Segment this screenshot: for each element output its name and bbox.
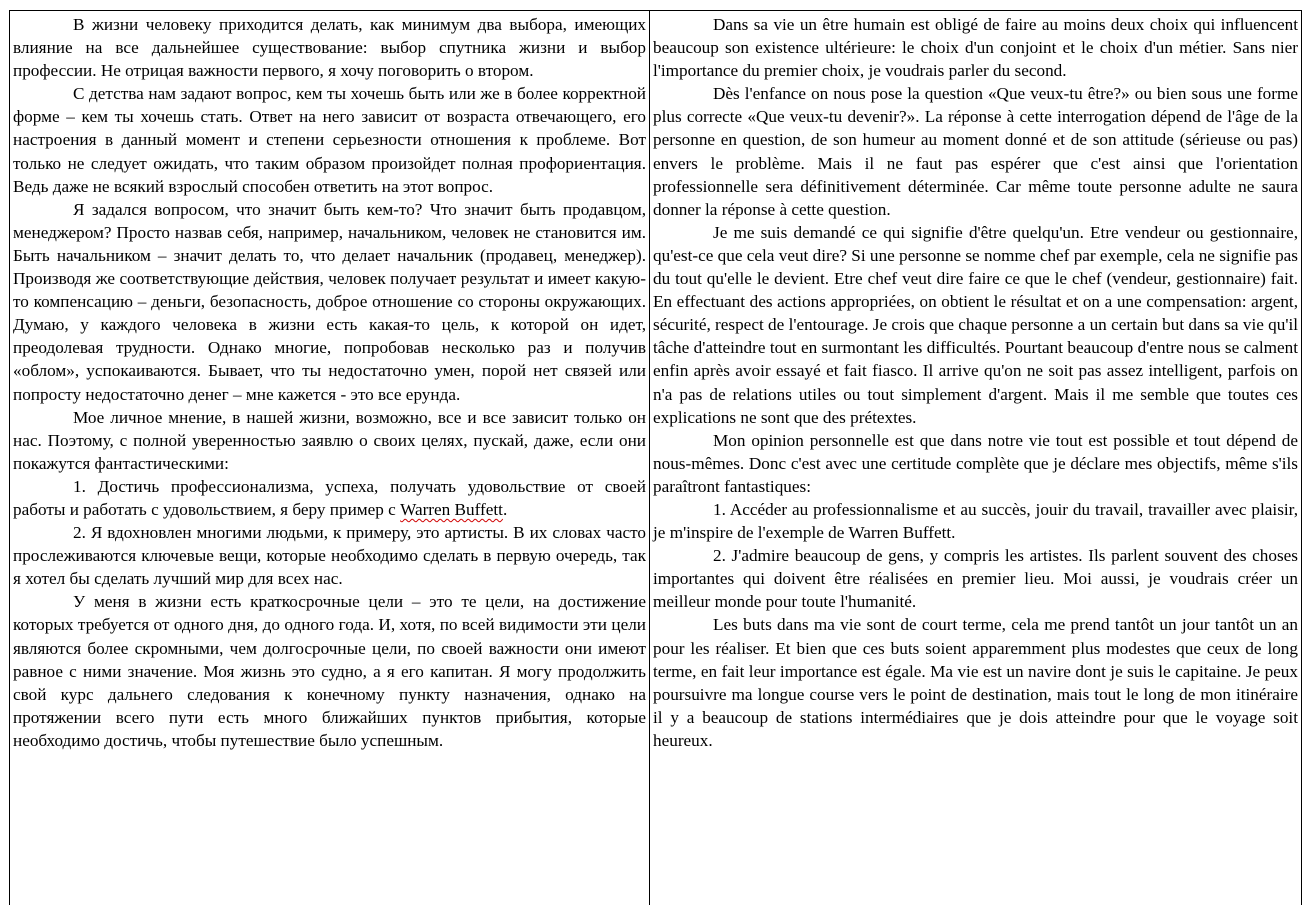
bilingual-table (9, 10, 1302, 905)
ru-paragraph: У меня в жизни есть краткосрочные цели – это те цели, на достижение которых требуется от одного дня, до одного года. И, хотя, по всей видимости эти цели являются более скромными, чем долгосрочные цели, по своей важности они имеют равное с ними значение. Моя жизнь это судно, а я его капитан. Я могу продолжить свой курс дальнего следования к конечному пункту назначения, однако на протяжении всего пути есть много ближайших пунктов прибытия, которые необходимо достичь, чтобы путешествие было успешным. (13, 592, 646, 750)
ru-paragraph: В жизни человеку приходится делать, как минимум два выбора, имеющих влияние на все дальнейшее существование: выбор спутника жизни и выбор профессии. Не отрицая важности первого, я хочу поговорить о втором. (13, 15, 646, 81)
ru-list-item-text: 1. Достичь профессионализма, успеха, получать удовольствие от своей работы и работать с удовольствием, я беру пример с (13, 476, 646, 519)
ru-list-item (13, 475, 646, 521)
fr-paragraph: Dans sa vie un être humain est obligé de faire au moins deux choix qui influencent beaucoup son existence ultérieure: le choix d'un conjoint et le choix d'un métier. Sans nier l'importance du premier choix, je voudrais parler du second. (653, 15, 1298, 81)
ru-list-item-end: . (502, 499, 508, 519)
fr-paragraph: Dès l'enfance on nous pose la question «Que veux-tu être?» ou bien sous une forme plus correcte «Que veux-tu devenir?». La réponse à cette interrogation dépend de l'âge de la personne en question, de son humeur au moment donné et de son attitude (sérieuse ou pas) envers le problème. Mais il ne faut pas espérer que c'est ainsi que l'orientation professionnelle sera définitivement déterminée. Car même toute personne adulte ne saura donner la réponse à cette question. (653, 84, 1298, 219)
fr-list-item: 1. Accéder au professionnalisme et au succès, jouir du travail, travailler avec plaisir, je m'inspire de l'exemple de Warren Buffett. (653, 499, 1298, 543)
ru-paragraph: Я задался вопросом, что значит быть кем-то? Что значит быть продавцом, менеджером? Просто назвав себя, например, начальником, человек не становится им. Быть начальником – значит делать то, что делает начальник (продавец, менеджер). Производя же соответствующие действия, человек получает результат и имеет какую-то компенсацию – деньги, безопасность, доброе отношение со стороны окружающих. Думаю, у каждого человека в жизни есть какая-то цель, к которой он идет, преодолевая трудности. Однако многие, попробовав несколько раз и получив «облом», успокаиваются. Бывает, что ты недостаточно умен, порой нет связей или попросту недостаточно денег – мне кажется - это все ерунда. (13, 199, 646, 404)
fr-paragraph: Je me suis demandé ce qui signifie d'être quelqu'un. Etre vendeur ou gestionnaire, qu'est-ce que cela veut dire? Si une personne se nomme chef par exemple, cela ne signifie pas du tout qu'elle le devient. Etre chef veut dire faire ce que le chef (vendeur, gestionnaire) fait. En effectuant des actions appropriées, on obtient le résultat et on a une compensation: argent, sécurité, respect de l'entourage. Je crois que chaque personne a un certain but dans sa vie qu'il tâche d'atteindre tout en surmontant les difficultés. Pourtant beaucoup d'entre nous se calment enfin après avoir essayé et fait fiasco. Il arrive qu'on ne soit pas assez intelligent, parfois on n'a pas de relations utiles ou tout simplement d'argent. Mais il me semble que toutes ces explications ne sont que des prétextes. (653, 222, 1298, 427)
fr-paragraph: Les buts dans ma vie sont de court terme, cela me prend tantôt un jour tantôt un an pour les réaliser. Et bien que ces buts soient apparemment plus modestes que ceux de long terme, en fait leur importance est égale. Ma vie est un navire dont je suis le capitaine. Je peux poursuivre ma longue course vers le point de destination, mais tout le long de mon itinéraire il y a beaucoup de stations intermédiaires que je dois atteindre pour que le voyage soit heureux. (653, 615, 1298, 750)
ru-paragraph: С детства нам задают вопрос, кем ты хочешь быть или же в более корректной форме – кем ты хочешь стать. Ответ на него зависит от возраста отвечающего, его настроения в данный момент и степени серьезности отношения к проблеме. Вот только не следует ожидать, что таким образом произойдет полная профориентация. Ведь даже не всякий взрослый способен ответить на этот вопрос. (13, 84, 646, 196)
fr-list-item: 2. J'admire beaucoup de gens, y compris les artistes. Ils parlent souvent des choses importantes qui doivent être réalisées en premier lieu. Moi aussi, je voudrais créer un meilleur monde pour toute l'humanité. (653, 546, 1298, 612)
russian-column (10, 11, 650, 905)
ru-list-item: 2. Я вдохновлен многими людьми, к примеру, это артисты. В их словах часто прослеживаются ключевые вещи, которые необходимо сделать в первую очередь, так я хотел бы сделать лучший мир для всех нас. (13, 523, 646, 589)
fr-paragraph: Mon opinion personnelle est que dans notre vie tout est possible et tout dépend de nous-mêmes. Donc c'est avec une certitude complète que je déclare mes objectifs, même s'ils paraîtront fantastiques: (653, 430, 1298, 496)
spellcheck-flagged-name: Warren Buffett (400, 499, 503, 519)
ru-paragraph: Мое личное мнение, в нашей жизни, возможно, все и все зависит только он нас. Поэтому, с полной уверенностью заявлю о своих целях, пускай, даже, если они покажутся фантастическими: (13, 407, 646, 473)
french-column (650, 11, 1301, 905)
